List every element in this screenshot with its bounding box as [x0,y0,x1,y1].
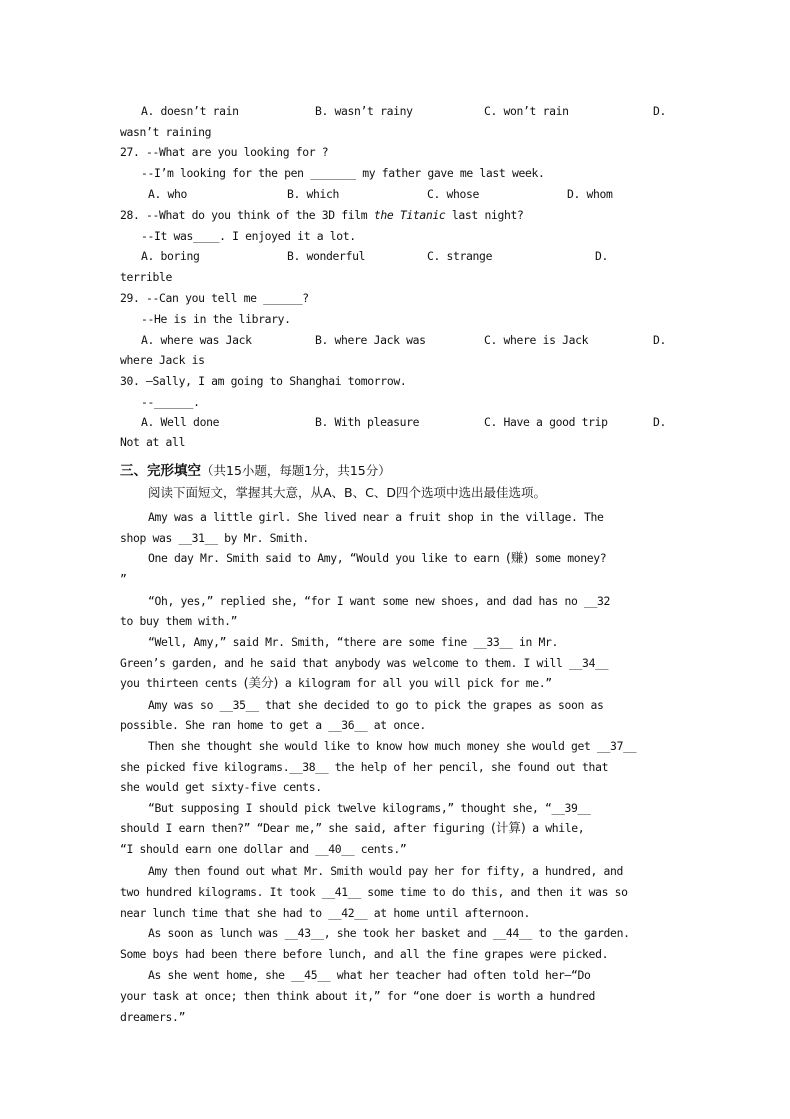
q30-line2: --______. [141,395,200,409]
blank-45: __45__ [291,968,331,982]
passage-line: “I should earn one dollar and __40__ cents.” [120,842,407,856]
q29-option-c: C. where is Jack [484,333,589,347]
blank-34: __34__ [569,656,609,670]
blank-37: __37__ [597,739,637,753]
passage-line: should I earn then?” “Dear me,” she said, after figuring (计算) a while, [120,820,585,835]
q28-option-c: C. strange [427,249,493,263]
section-title: 三、完形填空 [120,463,201,479]
blank-33: __33__ [473,635,513,649]
blank-44: __44__ [492,926,532,940]
q28-option-d-text: terrible [120,270,173,284]
blank-43: __43__ [284,926,324,940]
q26-option-c: C. won’t rain [484,104,569,118]
q29-line2: --He is in the library. [141,312,291,326]
q26-option-d-text: wasn’t raining [120,125,212,139]
passage-line: shop was __31__ by Mr. Smith. [120,531,309,545]
q27-option-c: C. whose [427,187,480,201]
q28-option-a: A. boring [141,249,200,263]
q28-blank: ____ [193,229,220,243]
q30-stem: 30. –Sally, I am going to Shanghai tomorrow. [120,374,407,388]
q29-blank: ______ [263,291,303,305]
passage-line: Green’s garden, and he said that anybody was welcome to them. I will __34__ [120,656,609,670]
passage-line: two hundred kilograms. It took __41__ some time to do this, and then it was so [120,885,628,899]
passage-line: As soon as lunch was __43__, she took her basket and __44__ to the garden. [148,926,630,940]
q28-option-d: D. [595,249,609,263]
q27-option-b: B. which [287,187,340,201]
section-heading [120,463,391,479]
q29-option-b: B. where Jack was [315,333,426,347]
q30-blank: ______ [154,395,194,409]
passage-line: near lunch time that she had to __42__ at home until afternoon. [120,906,530,920]
q28-line2: --It was____. I enjoyed it a lot. [141,229,356,243]
q30-option-b: B. With pleasure [315,415,420,429]
passage-line: she picked five kilograms.__38__ the help of her pencil, she found out that [120,760,609,774]
passage-line: “But supposing I should pick twelve kilograms,” thought she, “__39__ [148,801,591,815]
passage-line: “Oh, yes,” replied she, “for I want some new shoes, and dad has no __32 [148,594,611,608]
passage-line: she would get sixty-five cents. [120,780,322,794]
q29-option-d: D. [653,333,667,347]
passage-line: Amy was so __35__ that she decided to go to pick the grapes as soon as [148,698,604,712]
passage-line: Then she thought she would like to know how much money she would get __37__ [148,739,637,753]
q27-line2: --I’m looking for the pen _______ my father gave me last week. [141,166,545,180]
passage-line: to buy them with.” [120,614,238,628]
blank-41: __41__ [321,885,361,899]
passage-line: Amy then found out what Mr. Smith would pay her for fifty, a hundred, and [148,864,624,878]
q26-option-b: B. wasn’t rainy [315,104,413,118]
blank-31: __31__ [178,531,218,545]
q27-blank: _______ [310,166,356,180]
passage-line: Amy was a little girl. She lived near a fruit shop in the village. The [148,510,604,524]
blank-36: __36__ [328,718,368,732]
section-instruction: 阅读下面短文，掌握其大意，从A、B、C、D四个选项中选出最佳选项。 [148,485,546,500]
q30-option-d: D. [653,415,667,429]
q27-option-a: A. who [148,187,188,201]
blank-40: __40__ [315,842,355,856]
q26-option-a: A. doesn’t rain [141,104,239,118]
blank-35: __35__ [219,698,259,712]
blank-32: __32 [584,594,611,608]
passage-line: Some boys had been there before lunch, and all the fine grapes were picked. [120,947,609,961]
blank-39: __39__ [551,801,591,815]
q30-option-a: A. Well done [141,415,220,429]
passage-line: dreamers.” [120,1010,186,1024]
blank-38: __38__ [289,760,329,774]
passage-line: One day Mr. Smith said to Amy, “Would you like to earn (赚) some money? [148,550,607,565]
section-scoring-note: （共15小题，每题1分，共15分） [201,463,391,478]
q28-film-title: the Titanic [373,208,446,222]
q30-option-c: C. Have a good trip [484,415,608,429]
q27-stem: 27. --What are you looking for ? [120,145,329,159]
q29-stem: 29. --Can you tell me ______? [120,291,309,305]
q30-option-d-text: Not at all [120,435,186,449]
passage-line: As she went home, she __45__ what her teacher had often told her—“Do [148,968,591,982]
q27-option-d: D. whom [567,187,613,201]
passage-line: ” [120,572,127,586]
q28-stem: 28. --What do you think of the 3D film the Titanic last night? [120,208,524,222]
q29-option-a: A. where was Jack [141,333,252,347]
q26-option-d: D. [653,104,667,118]
q29-option-d-text: where Jack is [120,353,205,367]
blank-42: __42__ [328,906,368,920]
passage-line: possible. She ran home to get a __36__ at once. [120,718,426,732]
q28-option-b: B. wonderful [287,249,366,263]
passage-line: you thirteen cents (美分) a kilogram for all you will pick for me.” [120,675,552,690]
passage-line: your task at once; then think about it,” for “one doer is worth a hundred [120,989,596,1003]
passage-line: “Well, Amy,” said Mr. Smith, “there are some fine __33__ in Mr. [148,635,558,649]
